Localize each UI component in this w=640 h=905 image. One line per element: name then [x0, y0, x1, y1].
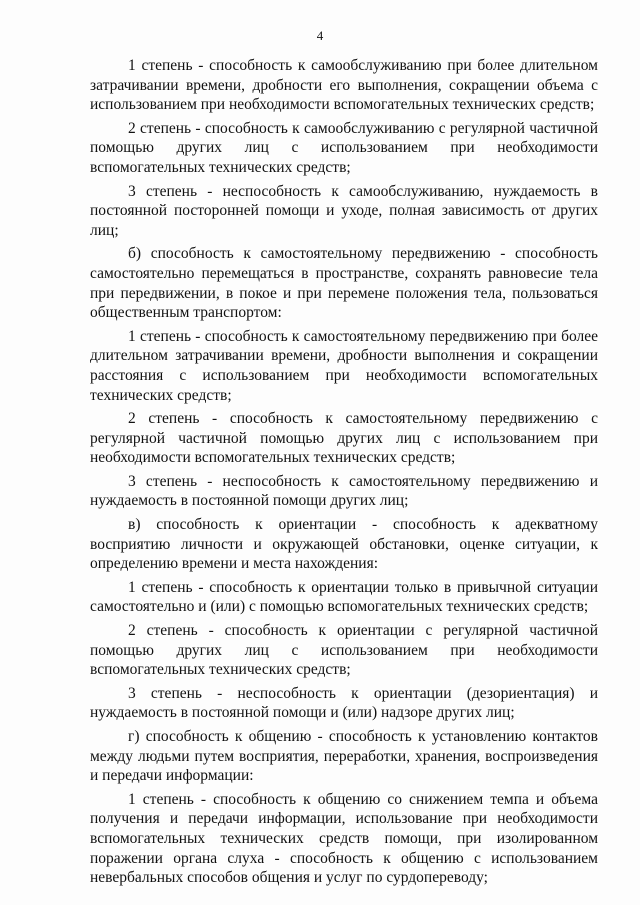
paragraph-orientation-definition: в) способность к ориентации - способность к адекватному восприятию личности и окружающей обстановки, оценке ситуации, к определению времени и места нахождения: — [90, 516, 598, 573]
paragraph-mobility-degree-3: 3 степень - неспособность к самостоятельному передвижению и нуждаемость в постоянной помощи других лиц; — [90, 472, 598, 510]
paragraph-self-care-degree-3: 3 степень - неспособность к самообслуживанию, нуждаемость в постоянной посторонней помощи и уходе, полная зависимость от других лиц; — [90, 182, 598, 239]
paragraph-mobility-definition: б) способность к самостоятельному передвижению - способность самостоятельно перемещаться в пространстве, сохранять равновесие тела при передвижении, в покое и при перемене положения тела, пользоваться общественным транспортом: — [90, 245, 598, 322]
paragraph-mobility-degree-1: 1 степень - способность к самостоятельному передвижению при более длительном затрачивании времени, дробности выполнения и сокращении расстояния с использованием при необходимости вспомогательных технических средств; — [90, 327, 598, 404]
paragraph-orientation-degree-2: 2 степень - способность к ориентации с регулярной частичной помощью других лиц с использованием при необходимости вспомогательных технических средств; — [90, 622, 598, 679]
paragraph-self-care-degree-1: 1 степень - способность к самообслуживанию при более длительном затрачивании времени, дробности его выполнения, сокращении объема с использованием при необходимости вспомогательных технических средств; — [90, 57, 598, 114]
paragraph-mobility-degree-2: 2 степень - способность к самостоятельному передвижению с регулярной частичной помощью других лиц с использованием при необходимости вспомогательных технических средств; — [90, 410, 598, 467]
paragraph-self-care-degree-2: 2 степень - способность к самообслуживанию с регулярной частичной помощью других лиц с использованием при необходимости вспомогательных технических средств; — [90, 119, 598, 176]
paragraph-orientation-degree-3: 3 степень - неспособность к ориентации (дезориентация) и нуждаемость в постоянной помощи и (или) надзоре других лиц; — [90, 684, 598, 722]
paragraph-communication-degree-1: 1 степень - способность к общению со снижением темпа и объема получения и передачи информации, использование при необходимости вспомогательных технических средств помощи, при изолированном поражении органа слуха - способность к общению с использованием невербальных способов общения и услуг по сурдопереводу; — [90, 790, 598, 887]
paragraph-orientation-degree-1: 1 степень - способность к ориентации только в привычной ситуации самостоятельно и (или) с помощью вспомогательных технических средств; — [90, 578, 598, 616]
paragraph-communication-definition: г) способность к общению - способность к установлению контактов между людьми путем восприятия, переработки, хранения, воспроизведения и передачи информации: — [90, 728, 598, 785]
page-number: 4 — [316, 28, 324, 43]
document-body — [90, 56, 598, 892]
